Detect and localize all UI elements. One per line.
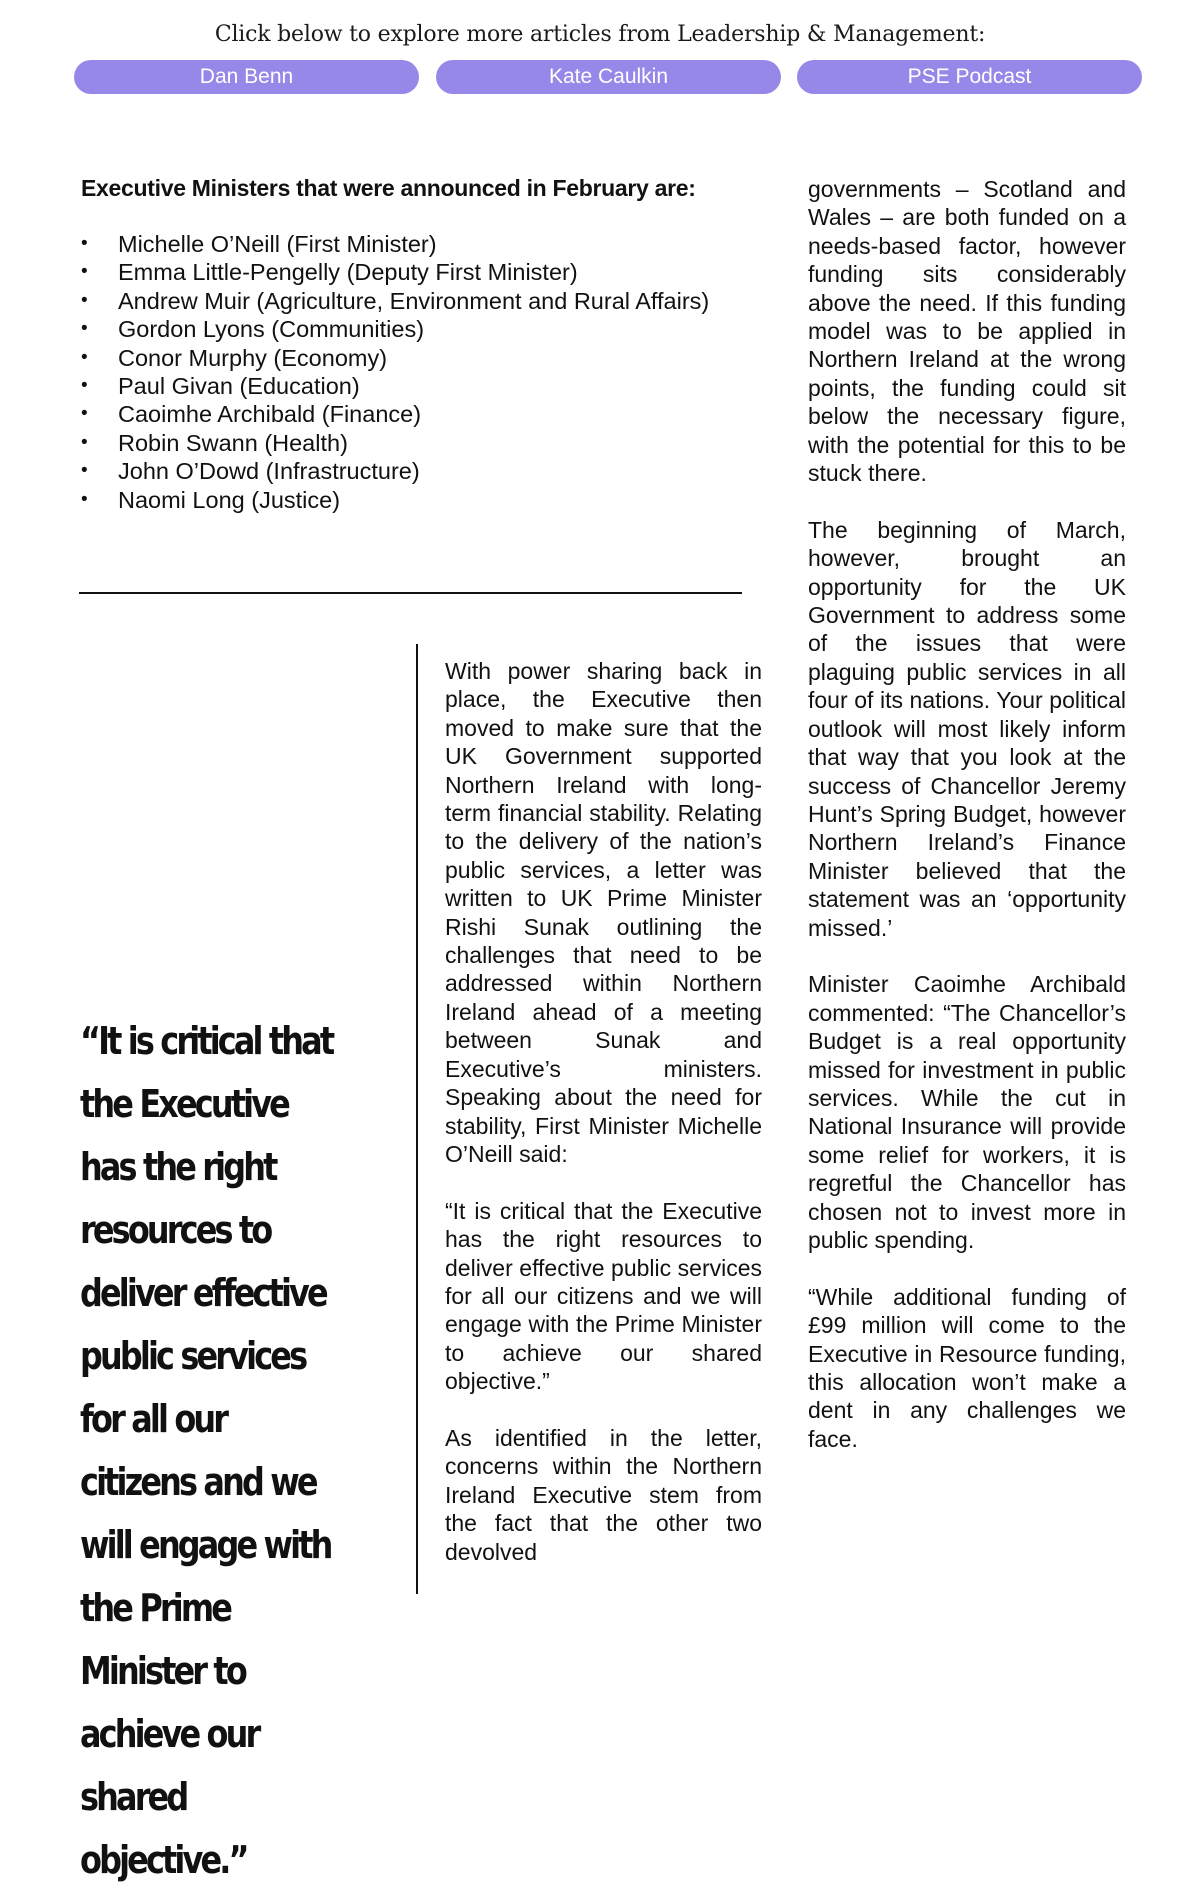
ministers-list [81,230,709,514]
section-divider [79,592,742,594]
minister-item: • Conor Murphy (Economy) [81,344,709,372]
body-paragraph: With power sharing back in place, the Executive then moved to make sure that the UK Government supported Northern Ireland with long-term financial stability. Relating to the delivery of the nation’s public services, a letter was written to UK Prime Minister Rishi Sunak outlining the challenges that need to be addressed within Northern Ireland ahead of a meeting between Sunak and Executive’s ministers. Speaking about the need for stability, First Minister Michelle O’Neill said: [445,658,762,1167]
minister-item: • John O’Dowd (Infrastructure) [81,457,709,485]
minister-item: • Paul Givan (Education) [81,372,709,400]
minister-item: • Gordon Lyons (Communities) [81,315,709,343]
body-paragraph: As identified in the letter, concerns within the Northern Ireland Executive stem from the fact that the other two devolved [445,1424,762,1565]
body-paragraph: “It is critical that the Executive has the right resources to deliver effective public services for all our citizens and we will engage with the Prime Minister to achieve our shared objective.” [445,1197,762,1395]
minister-item: • Robin Swann (Health) [81,429,709,457]
body-paragraph: The beginning of March, however, brought an opportunity for the UK Government to address some of the issues that were plaguing public services in all four of its nations. Your political outlook will most likely inform that way that you look at the success of Chancellor Jeremy Hunt’s Spring Budget, however Northern Ireland’s Finance Minister believed that the statement was an ‘opportunity missed.’ [808,516,1126,941]
body-paragraph: “While additional funding of £99 million will come to the Executive in Resource funding, this allocation won’t make a dent in any challenges we face. [808,1283,1126,1452]
nav-link-pse-podcast[interactable]: PSE Podcast [797,60,1142,94]
right-column [808,175,1126,1482]
nav-link-kate-caulkin[interactable]: Kate Caulkin [436,60,781,94]
body-paragraph: governments – Scotland and Wales – are both funded on a needs-based factor, however funding sits considerably above the need. If this funding model was to be applied in Northern Ireland at the wrong points, the funding could sit below the necessary figure, with the potential for this to be stuck there. [808,176,1126,487]
nav-title: Click below to explore more articles from Leadership & Management: [214,22,986,47]
nav-link-dan-benn[interactable]: Dan Benn [74,60,419,94]
pull-quote: “It is critical that the Executive has the right resources to deliver effective public services for all our citizens and we will engage with the Prime Minister to achieve our shared objective.” [80,1019,333,1882]
minister-item: • Emma Little-Pengelly (Deputy First Minister) [81,258,709,286]
middle-column [445,657,762,1594]
minister-item: • Michelle O’Neill (First Minister) [81,230,709,258]
ministers-heading: Executive Ministers that were announced in February are: [81,175,696,201]
column-rule [416,644,418,1594]
body-paragraph: Minister Caoimhe Archibald commented: “The Chancellor’s Budget is a real opportunity missed for investment in public services. While the cut in National Insurance will provide some relief for workers, it is regretful the Chancellor has chosen not to invest more in public spending. [808,971,1126,1253]
minister-item: • Caoimhe Archibald (Finance) [81,400,709,428]
minister-item: • Naomi Long (Justice) [81,486,709,514]
minister-item: • Andrew Muir (Agriculture, Environment and Rural Affairs) [81,287,709,315]
